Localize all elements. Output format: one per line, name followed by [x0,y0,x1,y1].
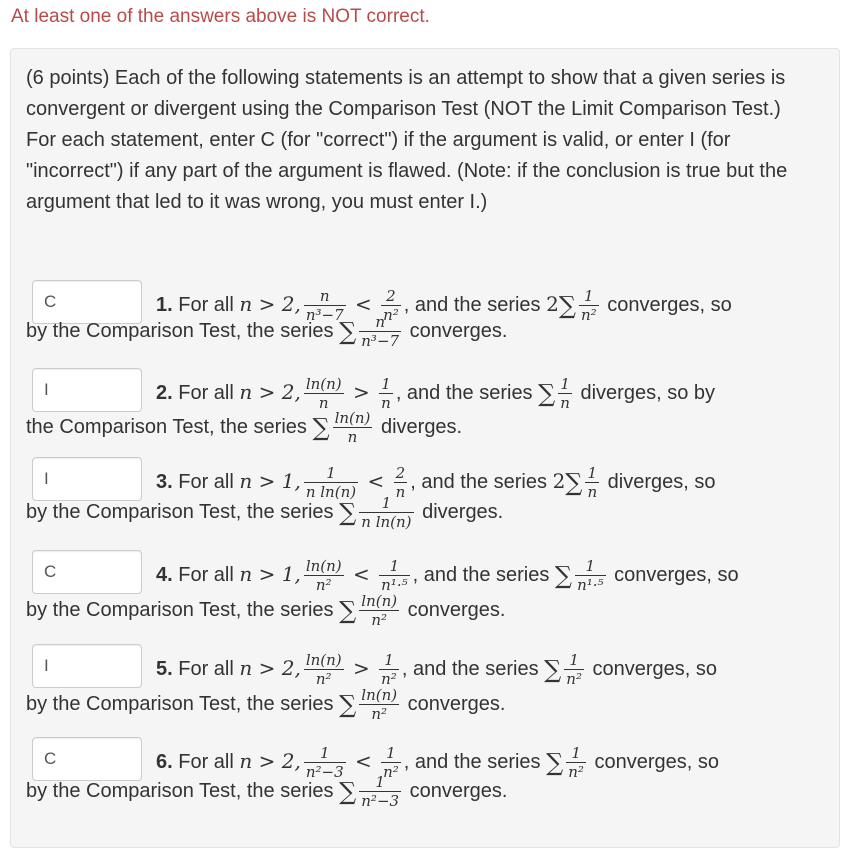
target-series-fraction-denominator: n ln(n) [361,513,412,531]
condition: n > 2, [239,379,301,404]
conclusion-text: diverges. [375,415,463,438]
lhs-fraction [304,376,344,411]
target-series-fraction-numerator: ln(n) [361,592,398,610]
rhs-fraction-denominator: n² [381,670,397,688]
series-text: , and the series [403,293,547,316]
statement-number: 6. [156,750,173,773]
condition: n > 1, [239,561,301,586]
relation: > [346,655,377,680]
statement-2-line1 [156,376,715,411]
comparison-series-fraction-numerator: 1 [566,745,586,763]
condition: n > 2, [239,748,301,773]
lhs-fraction-denominator: n² [315,670,332,688]
problem-instructions: (6 points) Each of the following statements is an attempt to show that a given series is convergent or divergent using the Comparison Test (NOT the Limit Comparison Test.) For each statement, enter C (for "correct") if the argument is valid, or enter I (for "incorrect") if any part of the argument is flawed. (Note: if the conclusion is true but the argument that led to it was wrong, you must enter I.) [26,67,788,213]
condition: n > 1, [239,468,301,493]
statement-number: 4. [156,563,173,586]
statement-2-line2 [26,410,462,445]
comparison-test-text: by the Comparison Test, the series [26,598,340,621]
for-all-text: For all [178,563,234,586]
target-series-fraction-numerator: ln(n) [361,686,398,704]
series-text: , and the series [410,470,553,493]
for-all-text: For all [178,750,234,773]
rhs-fraction-numerator: 2 [381,288,401,306]
target-series-fraction-denominator: n [347,428,358,446]
verdict-text: diverges, so [602,470,716,493]
sigma-symbol: ∑ [546,748,564,777]
statement-1-line2 [26,314,507,349]
statement-5-line1 [156,652,717,687]
target-series-fraction-denominator: n²−3 [361,792,400,810]
target-series-fraction-denominator: n² [371,705,388,723]
condition: n > 2, [239,655,301,680]
sigma-symbol: ∑ [558,291,576,320]
rhs-fraction-numerator: 1 [379,652,399,670]
comparison-series-fraction [579,288,599,323]
lhs-fraction-denominator: n²−3 [305,763,344,781]
rhs-fraction [379,376,393,411]
target-series-fraction [333,410,373,445]
comparison-test-text: by the Comparison Test, the series [26,500,340,523]
comparison-series-fraction-numerator: 1 [558,376,572,394]
verdict-text: converges, so [601,293,732,316]
comparison-series-fraction-denominator: n [560,394,570,412]
comparison-series-fraction-denominator: n² [580,306,597,324]
comparison-series-fraction-numerator: 1 [585,465,599,483]
comparison-series-fraction [564,652,584,687]
relation: > [346,379,377,404]
target-series-fraction [359,314,401,349]
relation: < [348,748,379,773]
statement-number: 1. [156,293,173,316]
sigma-symbol: ∑ [339,498,357,527]
target-series-fraction [359,774,401,809]
target-series-fraction-numerator: ln(n) [334,409,371,427]
for-all-text: For all [178,470,234,493]
target-series-fraction [359,593,399,628]
lhs-fraction-denominator: n ln(n) [305,483,357,501]
rhs-fraction-denominator: n² [383,306,399,324]
comparison-test-text: by the Comparison Test, the series [26,779,340,802]
statement-number: 5. [156,657,173,680]
rhs-fraction-numerator: 2 [394,465,408,483]
comparison-series-fraction [585,465,599,500]
relation: < [348,291,379,316]
verdict-text: diverges, so by [574,381,716,404]
series-text: , and the series [401,657,545,680]
comparison-test-text: by the Comparison Test, the series [26,319,340,342]
lhs-fraction [304,558,344,593]
verdict-text: converges, so [608,563,739,586]
sigma-symbol: ∑ [339,596,357,625]
statement-5-line2 [26,687,505,722]
sigma-symbol: ∑ [339,317,357,346]
conclusion-text: diverges. [416,500,504,523]
conclusion-text: converges. [402,598,506,621]
target-series-fraction-denominator: n² [371,611,388,629]
comparison-series-fraction-numerator: 1 [575,558,605,576]
series-text: , and the series [403,750,547,773]
target-series-fraction-numerator: n [359,314,401,332]
rhs-fraction [379,652,399,687]
statement-number: 3. [156,470,173,493]
rhs-fraction-denominator: n¹·⁵ [381,576,408,594]
sigma-symbol: ∑ [554,561,573,590]
sigma-symbol: ∑ [538,379,556,408]
statement-number: 2. [156,381,173,404]
comparison-series-fraction [558,376,572,411]
comparison-series-fraction-denominator: n² [568,763,584,781]
lhs-fraction [304,652,344,687]
sigma-symbol: ∑ [312,413,330,442]
conclusion-text: converges. [404,779,508,802]
feedback-alert: At least one of the answers above is NOT correct. [11,6,430,27]
statement-4-line2 [26,593,505,628]
target-series-fraction-numerator: 1 [359,495,413,513]
target-series-fraction [359,687,399,722]
conclusion-text: converges. [402,692,506,715]
statement-3-line2 [26,495,503,530]
comparison-series-fraction-numerator: 1 [579,288,599,306]
rhs-fraction-numerator: 1 [381,745,401,763]
sigma-symbol: ∑ [339,777,357,806]
comparison-series-fraction-denominator: n [587,483,598,501]
comparison-test-text: by the Comparison Test, the series [26,692,340,715]
condition: n > 2, [239,291,301,316]
for-all-text: For all [178,293,234,316]
target-series-fraction-denominator: n³−7 [361,332,400,350]
rhs-fraction [379,558,409,593]
lhs-fraction-numerator: 1 [304,465,358,483]
lhs-fraction-denominator: n [318,394,329,412]
lhs-fraction-numerator: ln(n) [305,557,342,575]
rhs-fraction-numerator: 1 [379,376,393,394]
series-coefficient: 2 [546,291,559,316]
series-coefficient: 2 [552,468,566,493]
lhs-fraction-denominator: n² [315,576,332,594]
series-text: , and the series [395,381,539,404]
verdict-text: converges, so [588,750,720,773]
statement-4-line1 [156,558,739,593]
statement-6-line2 [26,774,507,809]
lhs-fraction-numerator: 1 [304,745,346,763]
comparison-test-text: the Comparison Test, the series [26,415,313,438]
lhs-fraction-denominator: n³−7 [305,306,344,324]
answer-input-5[interactable] [32,644,142,688]
verdict-text: converges, so [586,657,718,680]
answer-input-2[interactable] [32,368,142,412]
sigma-symbol: ∑ [565,468,583,497]
lhs-fraction-numerator: ln(n) [305,651,342,669]
comparison-series-fraction-numerator: 1 [564,652,584,670]
sigma-symbol: ∑ [339,690,357,719]
lhs-fraction-numerator: ln(n) [305,375,342,393]
rhs-fraction-denominator: n [395,483,406,501]
rhs-fraction-denominator: n [381,394,391,412]
conclusion-text: converges. [404,319,508,342]
target-series-fraction [359,495,413,530]
relation: < [346,561,377,586]
target-series-fraction-numerator: 1 [359,774,401,792]
rhs-fraction-numerator: 1 [379,558,409,576]
comparison-series-fraction-denominator: n² [566,670,582,688]
for-all-text: For all [178,657,234,680]
comparison-series-fraction [566,745,586,780]
comparison-series-fraction [575,558,605,593]
for-all-text: For all [178,381,234,404]
series-text: , and the series [412,563,555,586]
lhs-fraction-numerator: n [304,288,346,306]
comparison-series-fraction-denominator: n¹·⁵ [577,576,604,594]
relation: < [361,468,391,493]
answer-input-4[interactable] [32,550,142,594]
sigma-symbol: ∑ [544,655,562,684]
rhs-fraction-denominator: n² [383,763,399,781]
